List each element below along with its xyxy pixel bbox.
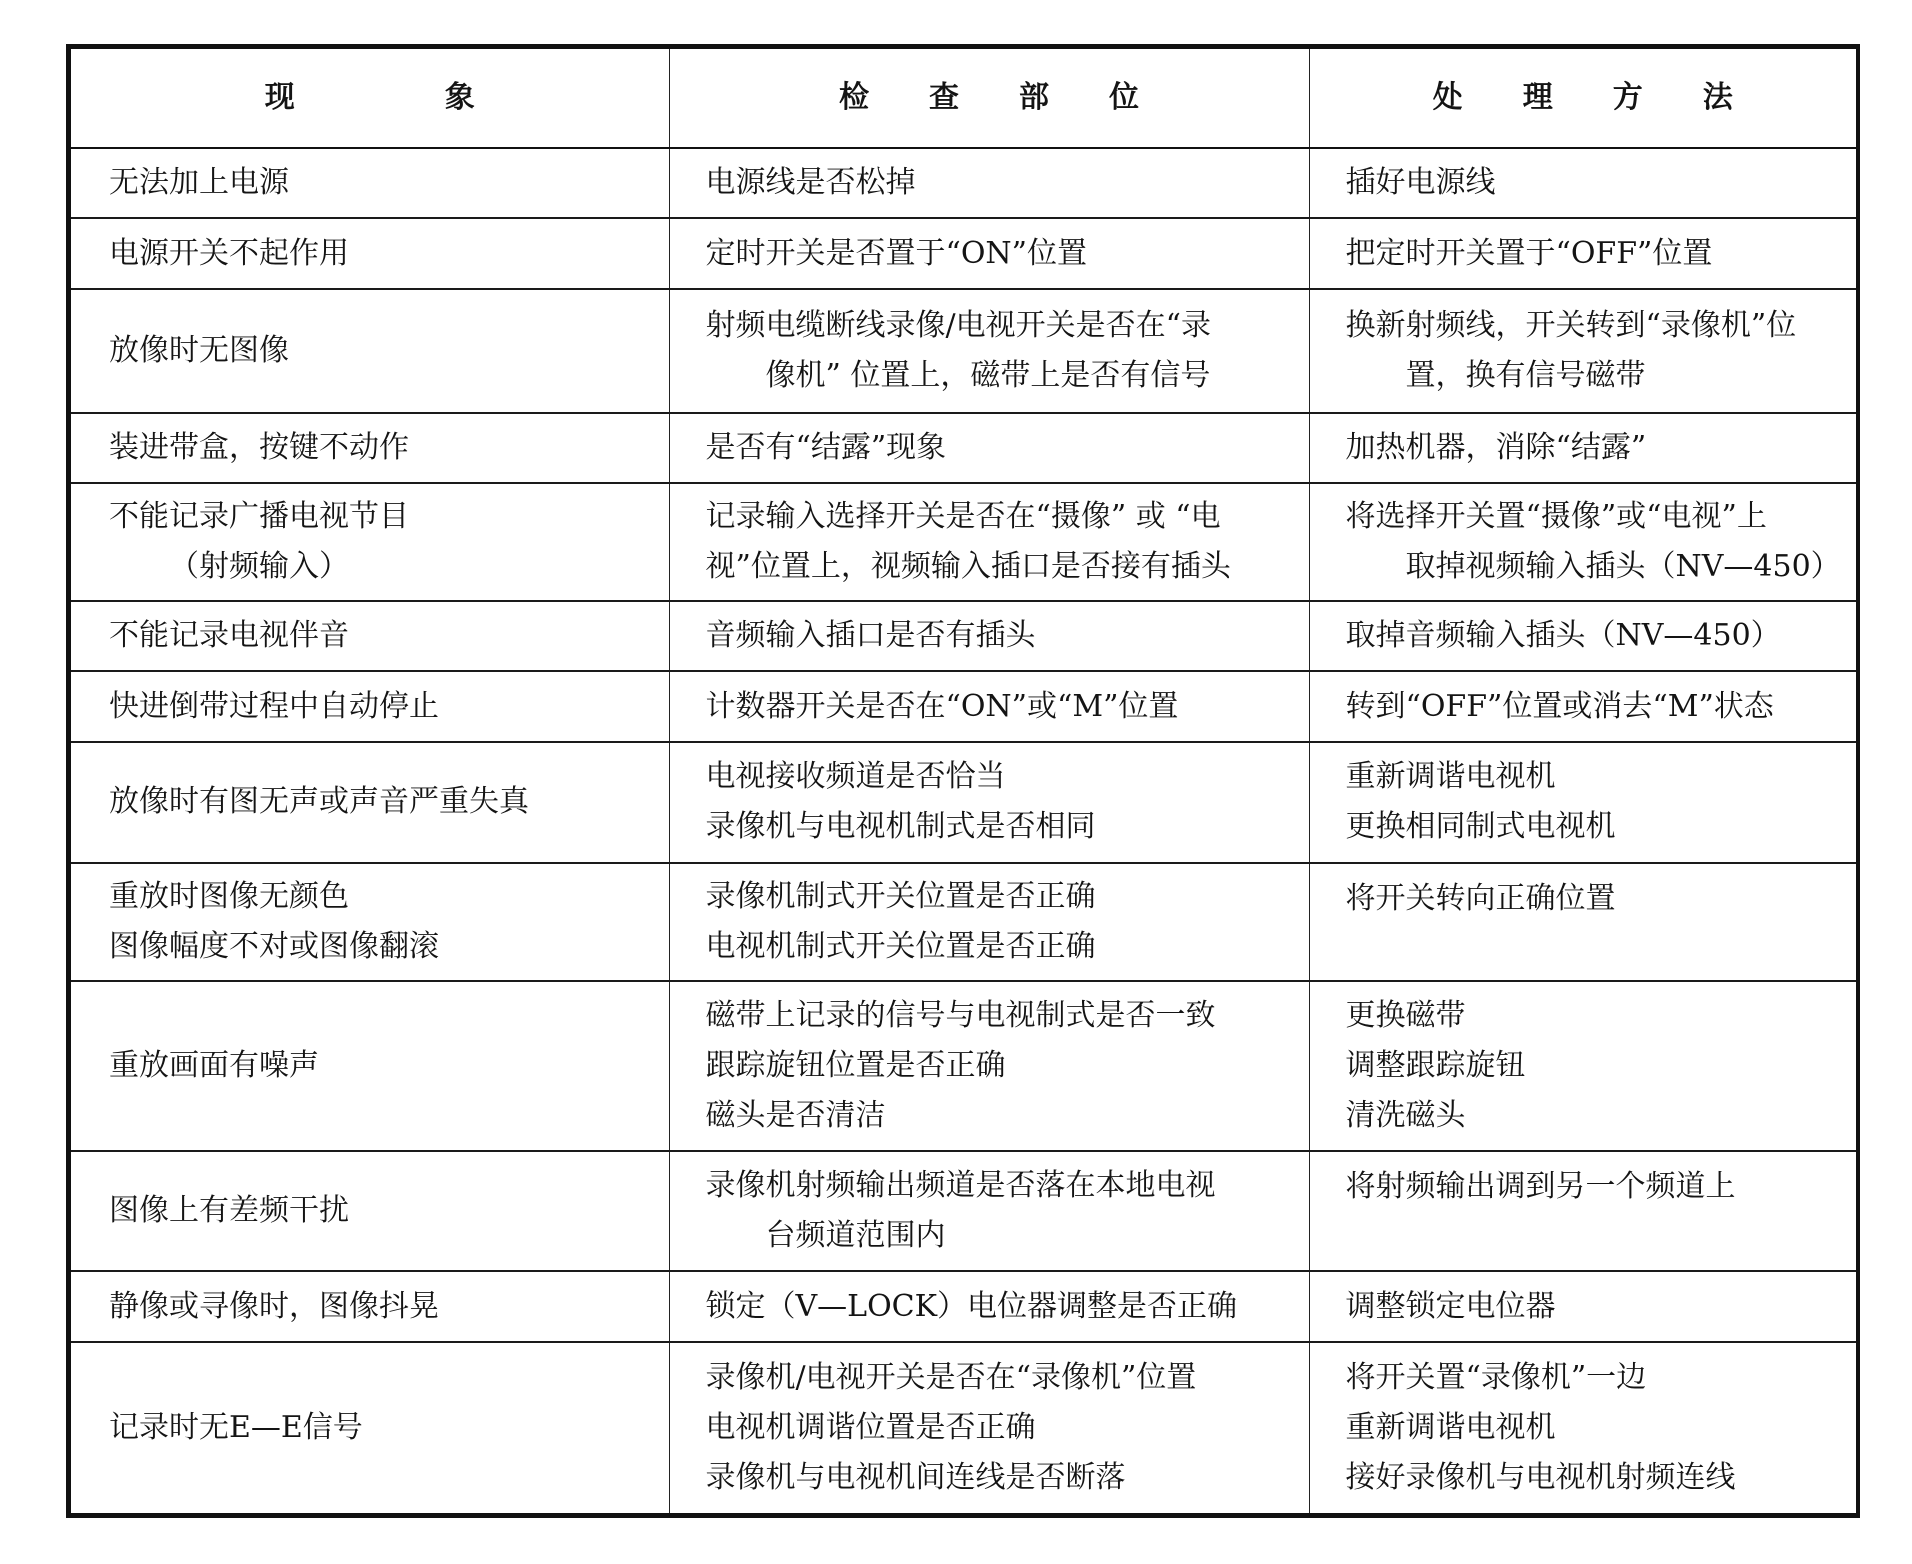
cell-line: 磁头是否清洁 (705, 1097, 886, 1133)
phenomenon-cell (71, 1151, 669, 1272)
cell-line: 把定时开关置于“OFF”位置 (1345, 235, 1713, 271)
cell-line: 电视接收频道是否恰当 (705, 759, 1006, 795)
phenomenon-cell (71, 218, 669, 288)
table-row (71, 1342, 1856, 1513)
table-row (71, 289, 1856, 413)
table-row (71, 671, 1856, 741)
check-cell (669, 148, 1309, 218)
cell-line: 记录输入选择开关是否在“摄像” 或 “电 (705, 499, 1221, 535)
header-solution: 处 理 方 法 (1309, 49, 1856, 148)
check-cell (669, 742, 1309, 863)
check-cell (669, 289, 1309, 413)
phenomenon-cell (71, 671, 669, 741)
cell-line: 计数器开关是否在“ON”或“M”位置 (705, 688, 1179, 724)
cell-line: 加热机器，消除“结露” (1345, 429, 1647, 465)
cell-line: 记录时无E—E信号 (109, 1409, 363, 1445)
solution-cell (1309, 413, 1856, 483)
cell-line: 无法加上电源 (109, 165, 289, 201)
cell-line: 放像时有图无声或声音严重失真 (109, 784, 529, 820)
cell-line: 将开关转向正确位置 (1345, 880, 1616, 916)
cell-line: 录像机射频输出频道是否落在本地电视 (705, 1167, 1216, 1203)
check-cell (669, 413, 1309, 483)
cell-line: 换新射频线，开关转到“录像机”位 (1345, 307, 1797, 343)
cell-line: 重放时图像无颜色 (109, 879, 349, 915)
table-row (71, 218, 1856, 288)
cell-line: 将开关置“录像机”一边 (1345, 1359, 1647, 1395)
check-cell (669, 1151, 1309, 1272)
cell-line: 电视机制式开关位置是否正确 (705, 929, 1096, 965)
table-row (71, 981, 1856, 1150)
header-phenomenon: 现 象 (71, 49, 669, 148)
cell-line: 电源开关不起作用 (109, 235, 349, 271)
solution-cell (1309, 148, 1856, 218)
cell-line: 像机” 位置上，磁带上是否有信号 (765, 357, 1211, 393)
table-row (71, 601, 1856, 671)
table-row (71, 148, 1856, 218)
cell-line: 插好电源线 (1345, 165, 1496, 201)
solution-cell (1309, 981, 1856, 1150)
cell-line: 接好录像机与电视机射频连线 (1345, 1459, 1736, 1495)
phenomenon-cell (71, 289, 669, 413)
cell-line: 录像机/电视开关是否在“录像机”位置 (705, 1359, 1197, 1395)
cell-line: 录像机制式开关位置是否正确 (705, 879, 1096, 915)
cell-line: 电源线是否松掉 (705, 165, 916, 201)
check-cell (669, 981, 1309, 1150)
cell-line: 重新调谐电视机 (1345, 759, 1556, 795)
check-cell (669, 863, 1309, 982)
check-cell (669, 671, 1309, 741)
cell-line: 将选择开关置“摄像”或“电视”上 (1345, 499, 1767, 535)
phenomenon-cell (71, 863, 669, 982)
cell-line: 调整锁定电位器 (1345, 1288, 1556, 1324)
solution-cell (1309, 671, 1856, 741)
cell-line: 不能记录电视伴音 (109, 618, 349, 654)
cell-line: 更换磁带 (1345, 997, 1466, 1033)
phenomenon-cell (71, 601, 669, 671)
solution-cell (1309, 742, 1856, 863)
table-row (71, 1271, 1856, 1341)
cell-line: 录像机与电视机制式是否相同 (705, 809, 1096, 845)
cell-line: 静像或寻像时，图像抖晃 (109, 1288, 439, 1324)
solution-cell (1309, 863, 1856, 982)
cell-line: 取掉音频输入插头（NV—450） (1345, 618, 1781, 654)
troubleshooting-table-frame (66, 44, 1860, 1518)
solution-cell (1309, 1151, 1856, 1272)
cell-line: 调整跟踪旋钮 (1345, 1047, 1526, 1083)
cell-line: 图像幅度不对或图像翻滚 (109, 929, 439, 965)
header-check-location: 检 查 部 位 (669, 49, 1309, 148)
cell-line: 转到“OFF”位置或消去“M”状态 (1345, 688, 1774, 724)
cell-line: 更换相同制式电视机 (1345, 809, 1616, 845)
cell-line: 电视机调谐位置是否正确 (705, 1409, 1036, 1445)
phenomenon-cell (71, 1342, 669, 1513)
cell-line: 台频道范围内 (765, 1217, 946, 1253)
cell-line: 是否有“结露”现象 (705, 429, 947, 465)
table-row (71, 483, 1856, 601)
solution-cell (1309, 1342, 1856, 1513)
cell-line: 音频输入插口是否有插头 (705, 618, 1036, 654)
cell-line: 放像时无图像 (109, 332, 289, 368)
cell-line: 重新调谐电视机 (1345, 1409, 1556, 1445)
phenomenon-cell (71, 742, 669, 863)
table-row (71, 413, 1856, 483)
phenomenon-cell (71, 483, 669, 601)
cell-line: 跟踪旋钮位置是否正确 (705, 1047, 1006, 1083)
cell-line: （射频输入） (169, 549, 349, 585)
cell-line: 置，换有信号磁带 (1405, 357, 1646, 393)
check-cell (669, 601, 1309, 671)
phenomenon-cell (71, 981, 669, 1150)
solution-cell (1309, 1271, 1856, 1341)
phenomenon-cell (71, 413, 669, 483)
solution-cell (1309, 218, 1856, 288)
check-cell (669, 483, 1309, 601)
header-row (71, 49, 1856, 148)
phenomenon-cell (71, 1271, 669, 1341)
cell-line: 磁带上记录的信号与电视制式是否一致 (705, 997, 1216, 1033)
cell-line: 将射频输出调到另一个频道上 (1345, 1168, 1736, 1204)
troubleshooting-table (71, 49, 1856, 1513)
cell-line: 重放画面有噪声 (109, 1047, 319, 1083)
check-cell (669, 1271, 1309, 1341)
check-cell (669, 218, 1309, 288)
cell-line: 取掉视频输入插头（NV—450） (1405, 549, 1841, 585)
cell-line: 视”位置上，视频输入插口是否接有插头 (705, 549, 1231, 585)
solution-cell (1309, 289, 1856, 413)
solution-cell (1309, 601, 1856, 671)
cell-line: 图像上有差频干扰 (109, 1192, 349, 1228)
cell-line: 不能记录广播电视节目 (109, 499, 409, 535)
table-row (71, 742, 1856, 863)
cell-line: 装进带盒，按键不动作 (109, 429, 409, 465)
cell-line: 射频电缆断线录像/电视开关是否在“录 (705, 307, 1211, 343)
table-row (71, 863, 1856, 982)
table-row (71, 1151, 1856, 1272)
cell-line: 清洗磁头 (1345, 1097, 1466, 1133)
check-cell (669, 1342, 1309, 1513)
solution-cell (1309, 483, 1856, 601)
cell-line: 锁定（V—LOCK）电位器调整是否正确 (705, 1288, 1238, 1324)
cell-line: 录像机与电视机间连线是否断落 (705, 1459, 1126, 1495)
phenomenon-cell (71, 148, 669, 218)
cell-line: 快进倒带过程中自动停止 (109, 688, 439, 724)
cell-line: 定时开关是否置于“ON”位置 (705, 235, 1088, 271)
